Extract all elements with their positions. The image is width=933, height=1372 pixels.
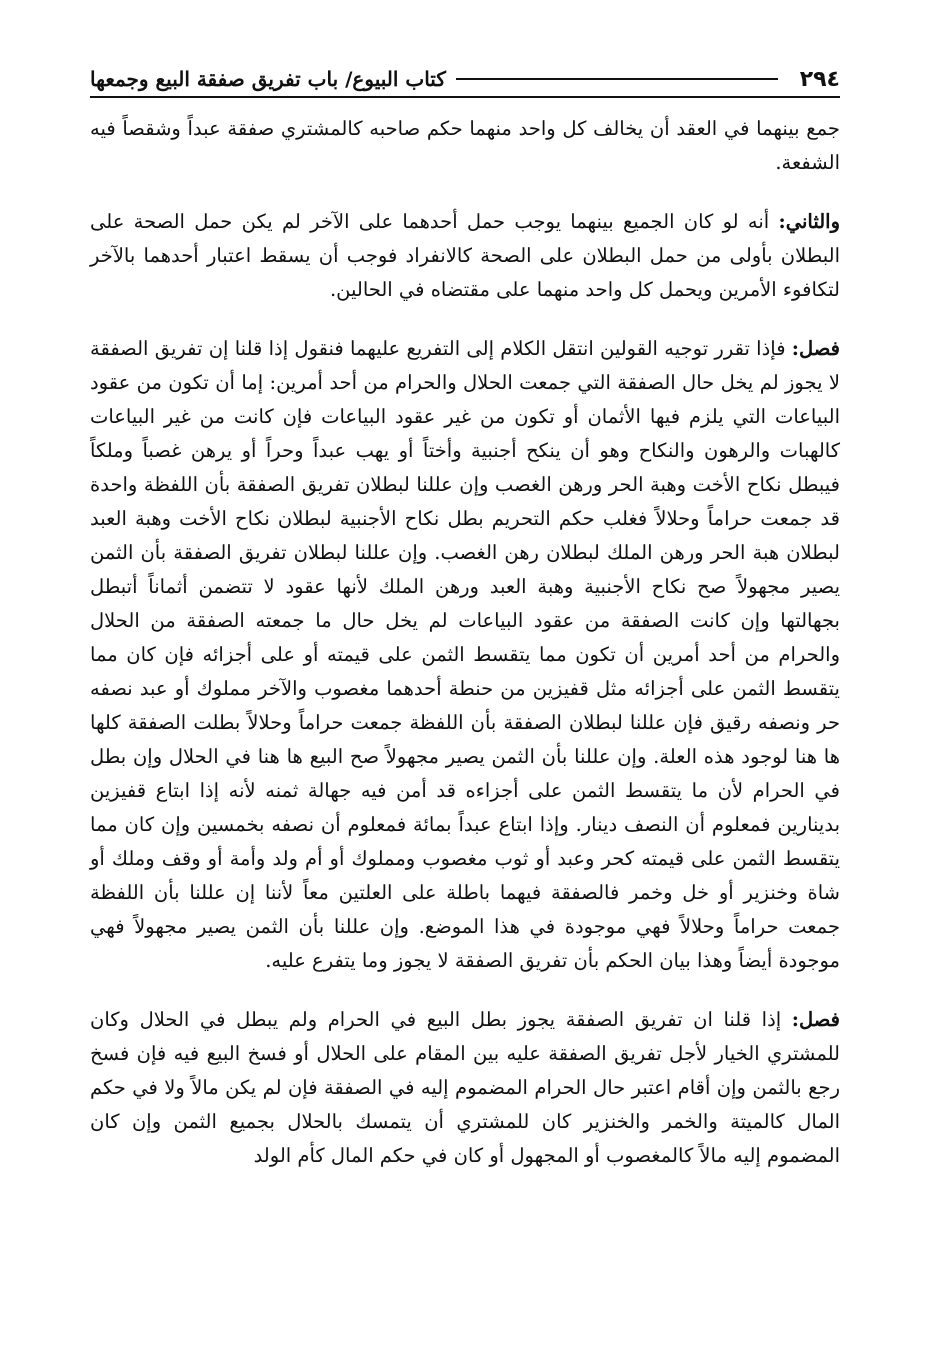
paragraph-second-argument (90, 205, 840, 307)
page-header (90, 62, 840, 98)
paragraph-continuation (90, 112, 840, 180)
running-title: كتاب البيوع/ باب تفريق صفقة البيع وجمعها (90, 67, 446, 91)
page-body (90, 112, 840, 1173)
paragraph-text: أنه لو كان الجميع بينهما يوجب حمل أحدهما على الآخر لم يكن حمل الصحة على البطلان بأولى من حمل البطلان على الصحة كالانفراد فوجب أن يسقط اعتبار أحدهما بالآخر لتكافوء الأمرين ويحمل كل واحد منهما على مقتضاه في الحالين. (90, 210, 840, 301)
paragraph-section-one (90, 332, 840, 978)
paragraph-lead: والثاني: (778, 210, 840, 233)
paragraph-text: إذا قلنا ان تفريق الصفقة يجوز بطل البيع في الحرام ولم يبطل في الحلال وكان للمشتري الخيار لأجل تفريق الصفقة عليه بين المقام على الحلال أو فسخ البيع فيه فإن فسخ رجع بالثمن وإن أقام اعتبر حال الحرام المضموم إليه في الصفقة فإن لم يكن مالاً ولا في حكم المال كالميتة والخمر والخنزير كان للمشتري أن يتمسك بالحلال بجميع الثمن وإن كان المضموم إليه مالاً كالمغصوب أو المجهول أو كان في حكم المال كأم الولد (90, 1008, 840, 1167)
header-rule (456, 78, 778, 80)
paragraph-text: جمع بينهما في العقد أن يخالف كل واحد منهما حكم صاحبه كالمشتري صفقة عبداً وشقصاً فيه الشفعة. (90, 117, 840, 174)
paragraph-text: فإذا تقرر توجيه القولين انتقل الكلام إلى التفريع عليهما فنقول إذا قلنا إن تفريق الصفقة لا يجوز لم يخل حال الصفقة التي جمعت الحلال والحرام من أحد أمرين: إما أن تكون من عقود البياعات التي يلزم فيها الأثمان أو تكون من غير عقود البياعات فإن كانت من غير البياعات كالهبات والرهون والنكاح وهو أن ينكح أجنبية وأختاً أو يهب عبداً وحراً أو يرهن غصباً وملكاً فيبطل نكاح الأخت وهبة الحر ورهن الغصب وإن عللنا لبطلان تفريق الصفقة بأن اللفظة واحدة قد جمعت حراماً وحلالاً فغلب حكم التحريم بطل نكاح الأجنبية لبطلان نكاح الأخت وهبة العبد لبطلان هبة الحر ورهن الملك لبطلان رهن الغصب. وإن عللنا لبطلان تفريق الصفقة بأن الثمن يصير مجهولاً صح نكاح الأجنبية وهبة العبد ورهن الملك لأنها عقود لا تتضمن أثماناً أتبطل بجهالتها وإن كانت الصفقة من عقود البياعات لم يخل حال ما جمعته الصفقة من الحلال والحرام من أحد أمرين أن تكون مما يتقسط الثمن على قيمته أو على أجزائه فإن كان مما يتقسط الثمن على أجزائه مثل قفيزين من حنطة أحدهما مغصوب والآخر مملوك أو عبد نصفه حر ونصفه رقيق فإن عللنا لبطلان الصفقة بأن اللفظة جمعت حراماً وحلالاً بطلت الصفقة كلها ها هنا لوجود هذه العلة. وإن عللنا بأن الثمن يصير مجهولاً صح البيع ها هنا في الحلال وإن بطل في الحرام لأن ما يتقسط الثمن على أجزاءه قد أمن فيه جهالة ثمنه لأنه إذا ابتاع قفيزين بدينارين فمعلوم أن النصف دينار. وإذا ابتاع عبداً بمائة فمعلوم أن نصفه بخمسين وإن كان مما يتقسط الثمن على قيمته كحر وعبد أو ثوب مغصوب ومملوك أو أم ولد وأمة أو وقف وملك أو شاة وخنزير أو خل وخمر فالصفقة فيهما باطلة على العلتين معاً لأننا إن عللنا بأن اللفظة جمعت حراماً وحلالاً فهي موجودة في هذا الموضع. وإن عللنا بأن الثمن يصير مجهولاً فهي موجودة أيضاً وهذا بيان الحكم بأن تفريق الصفقة لا يجوز وما يتفرع عليه. (90, 337, 840, 972)
paragraph-section-two (90, 1003, 840, 1173)
page-number: ٢٩٤ (799, 66, 840, 92)
document-page (90, 0, 840, 1372)
paragraph-lead: فصل: (791, 1008, 840, 1031)
paragraph-lead: فصل: (791, 337, 840, 360)
